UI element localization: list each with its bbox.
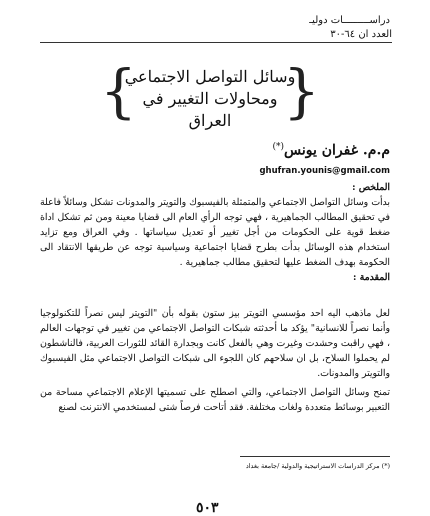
footnote-marker: (*)	[381, 462, 390, 470]
page-number: ٥٠٣	[196, 500, 219, 516]
issue-number: العدد ان ٦٤-٣٠	[330, 29, 392, 40]
journal-header	[30, 14, 390, 28]
author-name-text: م.م. غفران يونس	[283, 142, 390, 159]
title-line-2: ومحاولات التغيير في العراق	[142, 89, 278, 130]
abstract-text: بدأت وسائل التواصل الاجتماعي والمتمثلة بالفيسبوك والتويتر والمدونات تشكل وسائلاً فاعلة في تحقيق المطالب الجماهيرية ، فهي توجه الرأي العام الى قضايا معينة ومن ثم تشكل اداة ضغط قوية على الحكومات من أجل تغيير أو تعديل سياساتها . وفي العراق ومع تزايد استخدام هذه الوسائل بدأت بطرح قضايا اجتماعية وسياسية توجه عن طريقها الانتقاد الى الحكومة بهدف الضغط عليها لتحقيق مطالب جماهيرية .	[40, 197, 390, 268]
author-email[interactable]: ghufran.younis@gmail.com	[259, 166, 390, 176]
abstract-section	[40, 180, 390, 270]
title-box	[100, 57, 320, 130]
footnote-text: مركز الدراسات الاستراتيجية والدولية /جامعة بغداد	[245, 462, 380, 470]
author-name	[272, 142, 390, 159]
intro-label: المقدمة :	[352, 272, 390, 283]
intro-body	[40, 306, 390, 415]
author-footnote-marker: (*)	[272, 142, 284, 152]
title-line-1: وسائل التواصل الاجتماعي	[124, 67, 296, 86]
footnote-divider	[240, 456, 390, 457]
footnote	[246, 462, 390, 470]
intro-section	[40, 270, 390, 285]
header-divider	[40, 42, 392, 43]
journal-name-prefix: دراســــــ	[351, 15, 390, 26]
article-title	[124, 66, 296, 132]
right-brace-icon: }	[283, 57, 320, 125]
abstract-label: الملخص :	[352, 182, 390, 193]
journal-name-suffix: ـــات دوليـ	[309, 15, 352, 26]
intro-paragraph-2: تمنح وسائل التواصل الاجتماعي، والتي اصطلح على تسميتها الإعلام الاجتماعي مساحة من التعبير بوسائط متعددة ولغات مختلفة. فقد أتاحت فرصاً شتى لمستخدمي الانترنت لصنع	[40, 387, 390, 413]
left-brace-icon: {	[100, 57, 137, 125]
intro-paragraph-1: لعل ماذهب اليه احد مؤسسي التويتر بيز ستون بقوله بأن "التويتر ليس نصراً للتكنولوجيا وأنما نصراً للانسانية" يؤكد ما أحدثته شبكات التواصل الاجتماعي من تغيير في توجهات العالم ، فهي راقبت وحشدت وغيرت وهي بالفعل كانت وبجدارة القائد للثورات العربية، فالناشطون لم يحملوا السلاح، بل ان سلاحهم كان اللجوء الى شبكات التواصل الاجتماعي مثل الفيسبوك والتويتر والمدونات.	[40, 308, 390, 379]
